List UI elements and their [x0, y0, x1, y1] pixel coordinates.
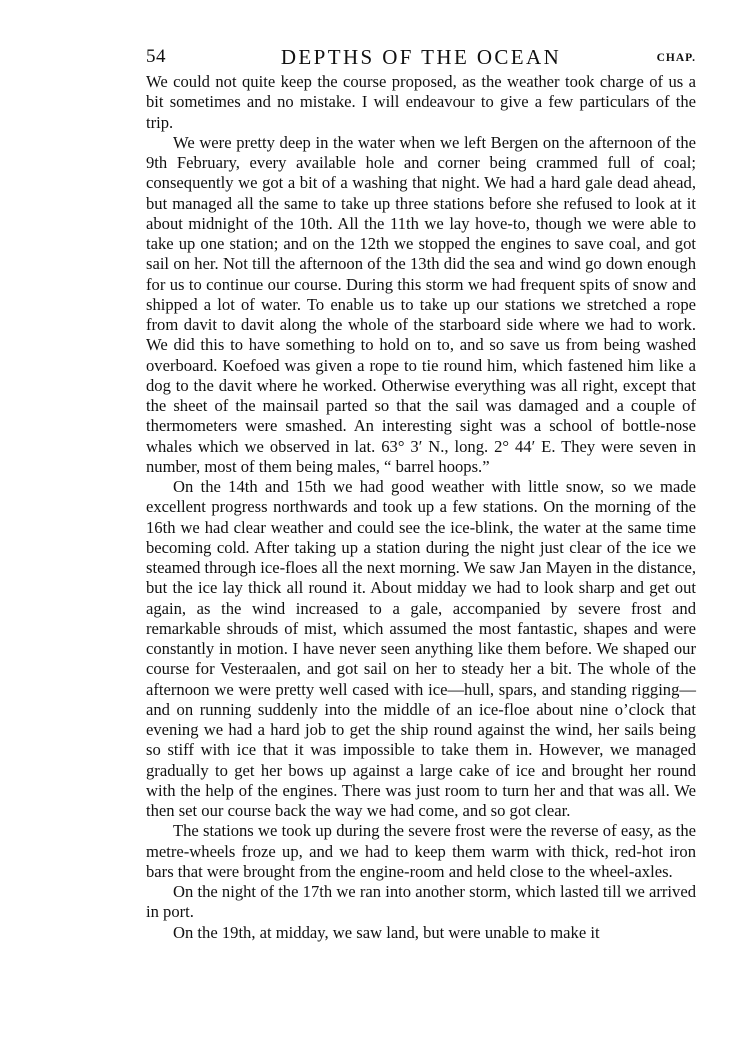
paragraph: On the 19th, at midday, we saw land, but were unable to make it — [173, 922, 600, 942]
paragraph: We were pretty deep in the water when we left Bergen on the afternoon of the 9th February, every available hole and corner being crammed full of coal; consequently we got a bit of a washing that night. We had a hard gale dead ahead, but managed all the same to take up three stations before she refused to look at it about midnight of the 10th. All the 11th we lay hove-to, though we were able to take up one station; and on the 12th we stopped the engines to save coal, and got sail on her. Not till the afternoon of the 13th did the sea and wind go down enough for us to continue our course. During this storm we had frequent spits of snow and shipped a lot of water. To enable us to take up our stations we stretched a rope from davit to davit along the whole of the starboard side where we had to work. We did this to have something to hold on to, and so save us from being washed overboard. Koefoed was given a rope to tie round him, which fastened him like a dog to the davit where he worked. Otherwise everything was all right, except that the sheet of the mainsail parted so that the sail was damaged and a couple of thermometers were smashed. An interesting sight was a school of bottle-nose whales which we observed in lat. 63° 3′ N., long. 2° 44′ E. They were seven in number, most of them being males, “ barrel hoops.” — [146, 132, 696, 476]
chapter-label: CHAP. — [656, 52, 696, 64]
paragraph: On the 14th and 15th we had good weather with little snow, so we made excellent progress northwards and took up a few stations. On the morning of the 16th we had clear weather and could see the ice-blink, the water at the same time becoming cold. After taking up a station during the night just clear of the ice we steamed through ice-floes all the next morning. We saw Jan Mayen in the distance, but the ice lay thick all round it. About midday we had to look sharp and get out again, as the wind increased to a gale, accompanied by severe frost and remarkable shrouds of mist, which assumed the most fantastic, shapes and were constantly in motion. I have never seen anything like them before. We shaped our course for Vesteraalen, and got sail on her to steady her a bit. The whole of the afternoon we were pretty well cased with ice—hull, spars, and standing rigging—and on running suddenly into the middle of an ice-floe about nine o’clock that evening we had a hard job to get the ship round against the wind, her sails being so stiff with ice that it was impossible to take them in. However, we managed gradually to get her bows up against a large cake of ice and brought her round with the help of the engines. There was just room to turn her and that was all. We then set our course back the way we had come, and so got clear. — [146, 477, 696, 820]
running-header — [146, 44, 696, 70]
body-text — [146, 72, 696, 943]
running-title: DEPTHS OF THE OCEAN — [280, 45, 562, 69]
paragraph-continuation: We could not quite keep the course proposed, as the weather took charge of us a bit sometimes and no mistake. I will endeavour to give a few particulars of the trip. — [146, 72, 696, 132]
page-number: 54 — [146, 46, 166, 67]
paragraph: On the night of the 17th we ran into another storm, which lasted till we arrived in port. — [146, 882, 696, 922]
paragraph: The stations we took up during the severe frost were the reverse of easy, as the metre-wheels froze up, and we had to keep them warm with thick, red-hot iron bars that were brought from the engine-room and held close to the wheel-axles. — [146, 821, 696, 881]
